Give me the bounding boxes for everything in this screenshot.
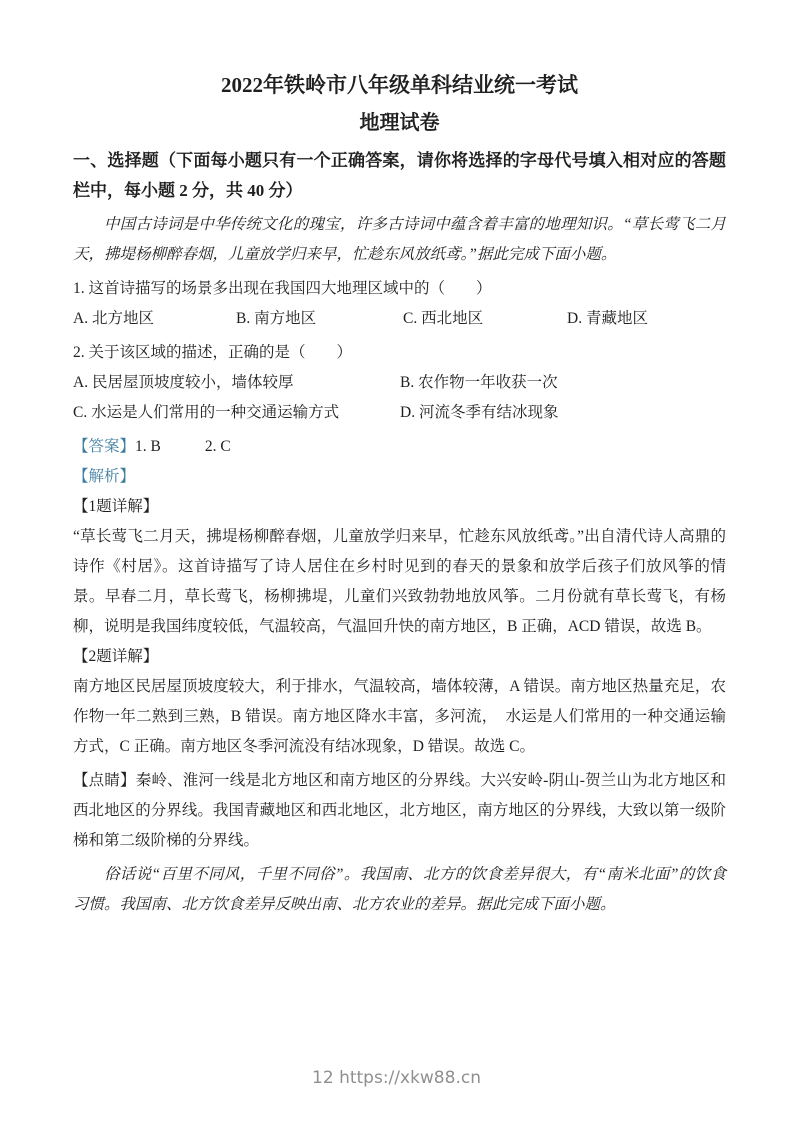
question-1-option-b: B. 南方地区 — [236, 310, 317, 327]
exam-title: 2022年铁岭市八年级单科结业统一考试 — [221, 73, 578, 97]
reading-passage-1: 中国古诗词是中华传统文化的瑰宝，许多古诗词中蕴含着丰富的地理知识。“草长莺飞二月天，拂堤杨柳醉春烟，儿童放学归来早，忙趁东风放纸鸢。”据此完成下面小题。 — [73, 216, 726, 263]
answer-item-2: 2. C — [204, 438, 231, 455]
question-2-options-row-2 — [73, 398, 726, 428]
exam-subtitle: 地理试卷 — [359, 112, 440, 134]
answer-label: 【答案】 — [73, 438, 136, 455]
question-1-options — [73, 304, 726, 334]
question-2-option-d: D. 河流冬季有结冰现象 — [400, 404, 559, 421]
detail-2-text: 南方地区民居屋顶坡度较大，利于排水，气温较高，墙体较薄，A 错误。南方地区热量充足，农作物一年二熟到三熟，B 错误。南方地区降水丰富，多河流， 水运是人们常用的一种交通运输方式，C 正确。南方地区冬季河流没有结冰现象，D 错误。故选 C。 — [73, 678, 726, 755]
question-1-stem: 1. 这首诗描写的场景多出现在我国四大地理区域中的（ ） — [73, 280, 492, 297]
tip-paragraph — [73, 766, 726, 856]
tip-label: 【点睛】 — [73, 772, 136, 789]
question-2-options-row-1 — [73, 368, 726, 398]
detail-1-label: 【1题详解】 — [73, 498, 159, 515]
answer-item-1: 1. B — [135, 438, 161, 455]
question-2-option-c: C. 水运是人们常用的一种交通运输方式 — [73, 404, 340, 421]
answer-line — [73, 432, 726, 462]
section-heading-choice-questions: 一、选择题（下面每小题只有一个正确答案，请你将选择的字母代号填入相对应的答题栏中，每小题 2 分，共 40 分） — [73, 151, 726, 200]
question-1-option-c: C. 西北地区 — [403, 310, 484, 327]
detail-2-label: 【2题详解】 — [73, 648, 159, 665]
question-2-option-a: A. 民居屋顶坡度较小，墙体较厚 — [73, 374, 294, 391]
page-footer-url: 12 https://xkw88.cn — [312, 1068, 481, 1088]
question-2-option-b: B. 农作物一年收获一次 — [400, 374, 558, 391]
question-1-option-d: D. 青藏地区 — [567, 310, 648, 327]
tip-text: 秦岭、淮河一线是北方地区和南方地区的分界线。大兴安岭-阴山-贺兰山为北方地区和西北地区的分界线。我国青藏地区和西北地区，北方地区，南方地区的分界线，大致以第一级阶梯和第二级阶梯的分界线。 — [73, 772, 726, 849]
question-1-option-a: A. 北方地区 — [73, 310, 154, 327]
reading-passage-2: 俗话说“百里不同风，千里不同俗”。我国南、北方的饮食差异很大，有“南米北面”的饮食习惯。我国南、北方饮食差异反映出南、北方农业的差异。据此完成下面小题。 — [73, 866, 726, 913]
detail-1-text: “草长莺飞二月天，拂堤杨柳醉春烟，儿童放学归来早，忙趁东风放纸鸢。”出自清代诗人高鼎的诗作《村居》。这首诗描写了诗人居住在乡村时见到的春天的景象和放学后孩子们放风筝的情景。早春二月，草长莺飞，杨柳拂堤，儿童们兴致勃勃地放风筝。二月份就有草长莺飞，有杨柳，说明是我国纬度较低，气温较高，气温回升快的南方地区，B 正确，ACD 错误，故选 B。 — [73, 528, 726, 635]
question-2-stem: 2. 关于该区域的描述，正确的是（ ） — [73, 344, 353, 361]
analysis-label: 【解析】 — [73, 468, 136, 485]
